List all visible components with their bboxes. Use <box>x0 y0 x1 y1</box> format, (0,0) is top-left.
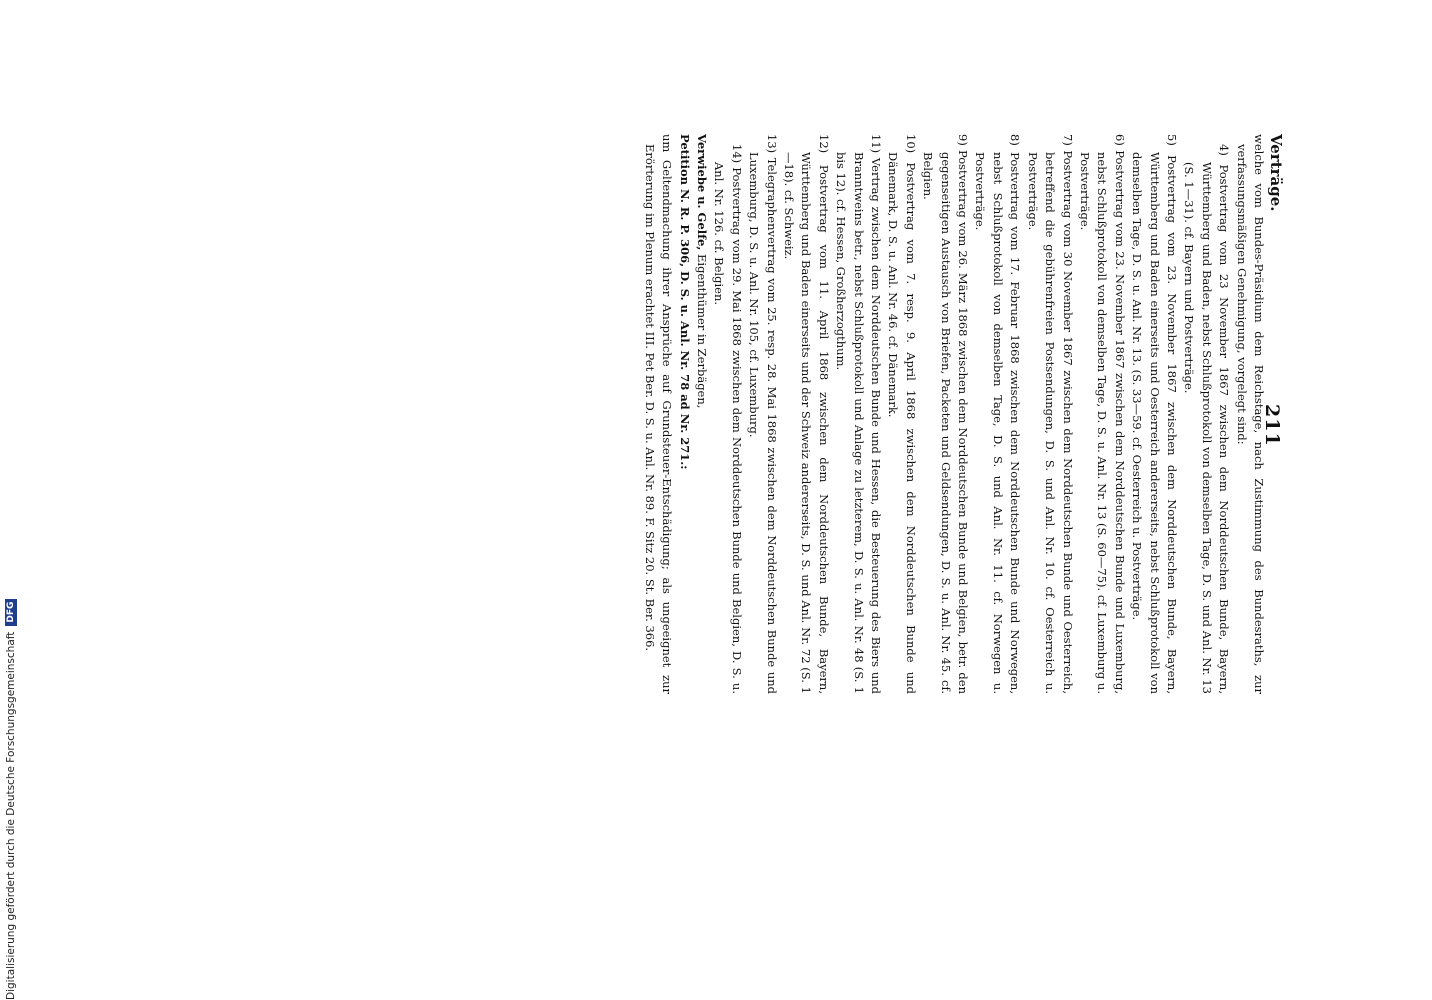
intro-paragraph: welche vom Bundes-Präsidium dem Reichstage, nach Zustimmung des Bundesraths, zur verfassungsmäßigen Genehmigung, vorgelegt sind: <box>1234 134 1266 694</box>
petitioner-name: Verwiebe u. Gelfe, <box>695 134 709 251</box>
treaty-item: 8) Postvertrag vom 17. Februar 1868 zwischen dem Norddeutschen Bunde und Norwegen, nebst Schlußprotokoll von demselben Tage, D. S. und Anl. Nr. 11. cf. Norwegen u. Postverträge. <box>973 134 1023 694</box>
credit-text: Digitalisierung gefördert durch die Deutsche Forschungsgemeinschaft <box>5 631 17 1000</box>
petition-body: um Geltendmachung ihrer Ansprüche auf Grundsteuer-Entschädigung; als ungeeignet zur Erörterung im Plenum erachtet III. Pet Ber. D. S. u. Anl. Nr. 89. F. Sitz 20. St. Ber. 366. <box>642 134 675 694</box>
page-body <box>140 134 1285 694</box>
treaty-item: 10) Postvertrag vom 7. resp. 9. April 1868 zwischen dem Norddeutschen Bunde und Dänemark, D. S. u. Anl. Nr. 46. cf. Dänemark. <box>886 134 918 694</box>
petitioner-heading <box>693 134 710 694</box>
treaty-item: 13) Telegraphenvertrag vom 25. resp. 28. Mai 1868 zwischen dem Norddeutschen Bunde und Luxemburg, D. S. u. Anl. Nr. 105, cf. Luxemburg. <box>747 134 779 694</box>
treaty-item: 4) Postvertrag vom 23 November 1867 zwischen dem Norddeutschen Bunde, Bayern, Württemberg und Baden, nebst Schlußprotokoll von demselben Tage, D. S. und Anl. Nr. 13 (S. 1—31). cf. Bayern und Postverträge. <box>1182 144 1232 694</box>
treaty-item: 6) Postvertrag vom 23. November 1867 zwischen dem Norddeutschen Bunde und Luxemburg, nebst Schlußprotokoll von demselben Tage, D. S. u. Anl. Nr. 13 (S. 60—75). cf. Luxemburg u. Postverträge. <box>1077 134 1127 694</box>
scanned-page-text <box>140 134 1285 694</box>
treaty-item: 14) Postvertrag vom 29. Mai 1868 zwischen dem Norddeutschen Bunde und Belgien, D. S. u. Anl. Nr. 126. cf. Belgien. <box>712 144 744 694</box>
rotated-page <box>140 134 1285 694</box>
section-heading: Verträge. <box>1267 134 1285 212</box>
treaty-item: 7) Postvertrag vom 30 November 1867 zwischen dem Norddeutschen Bunde und Oesterreich, betreffend die gebührenfreien Postsendungen, D. S. und Anl. Nr. 10. cf. Oesterreich u. Postverträge. <box>1025 134 1075 694</box>
petition-reference: Petition N. R. P. 306, D. S. u. Anl. Nr. 78 ad Nr. 271.: <box>677 134 692 470</box>
digitization-credit <box>0 601 22 1000</box>
treaty-item: 9) Postvertrag vom 26. März 1868 zwischen dem Norddeutschen Bunde und Belgien, betr. den gegenseitigen Austausch von Briefen, Packeten und Geldsendungen, D. S. u. Anl. Nr. 45. cf. Belgien. <box>921 134 971 694</box>
page-number: 211 <box>1261 404 1283 447</box>
treaty-item: 12) Postvertrag vom 11. April 1868 zwischen dem Norddeutschen Bunde, Bayern, Württemberg und Baden einerseits und der Schweiz andererseits, D. S. und Anl. Nr. 72 (S. 1—18). cf. Schweiz. <box>782 134 831 694</box>
dfg-logo-icon: DFG <box>5 599 17 626</box>
treaty-item: 5) Postvertrag vom 23. November 1867 zwischen dem Norddeutschen Bunde, Bayern, Württemberg und Baden einerseits und Oesterreich andererseits, nebst Schlußprotokoll von demselben Tage, D. S. u. Anl. Nr. 13. (S. 33—59. cf. Oesterreich u. Postverträge. <box>1130 134 1179 694</box>
credit-line <box>0 601 22 1000</box>
treaty-item: 11) Vertrag zwischen dem Norddeutschen Bunde und Hessen, die Besteuerung des Biers und Branntweins betr., nebst Schlußprotokoll und Anlage zu letzterem, D. S. u. Anl. Nr. 48 (S. 1 bis 12). cf. Hessen, Großherzogthum. <box>834 134 884 694</box>
petitioner-description: Eigenthümer in Zerbägen, <box>695 250 709 409</box>
